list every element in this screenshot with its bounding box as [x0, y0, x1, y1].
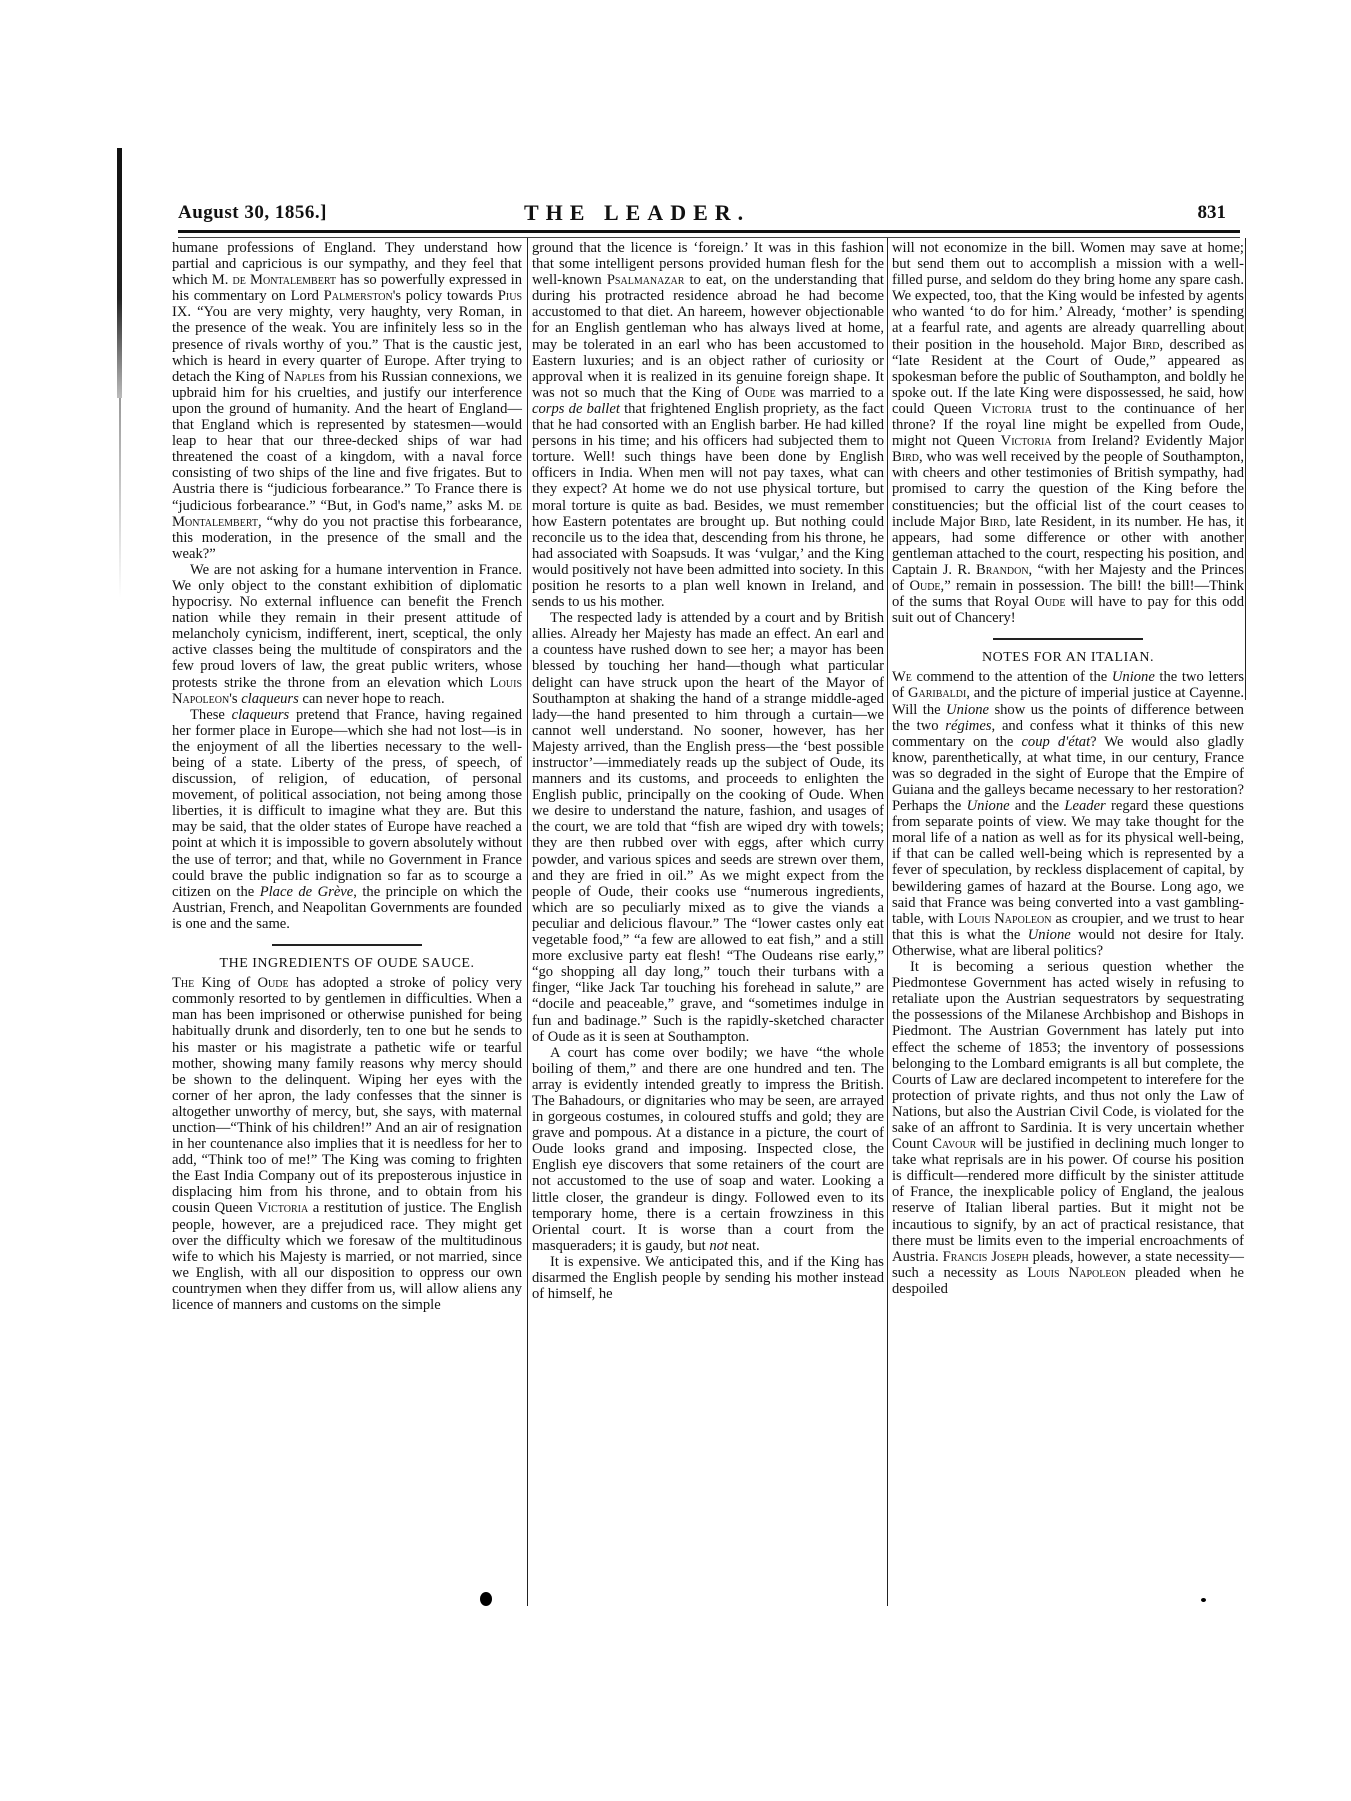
small-caps-name: Garibaldi — [907, 685, 967, 702]
small-caps-name: Pius — [497, 288, 523, 305]
article-heading-oude-sauce: THE INGREDIENTS OF OUDE SAUCE. — [219, 956, 475, 972]
italic-term: Unione — [946, 701, 990, 718]
binding-edge-fade — [119, 398, 121, 598]
small-caps-name: Oude — [744, 384, 776, 401]
newspaper-title: THE LEADER. — [524, 200, 751, 225]
page-number: 831 — [1197, 202, 1226, 223]
italic-term: Unione — [1111, 669, 1155, 686]
small-caps-name: Cavour — [932, 1136, 977, 1153]
masthead — [172, 202, 1242, 230]
small-caps-name: Naples — [283, 368, 325, 385]
small-caps-name: Francis Joseph — [942, 1248, 1029, 1265]
paragraph: humane professions of England. They understand how partial and capricious is our sympathy, and they feel that which M. de Montalembert has so powerfully expressed in his commentary on Lord Palmerston's policy towards Pius IX. “You are very mighty, very haughty, very Roman, in the presence of the weak. You are infinitely less so in the presence of rivals worthy of you.” That is the caustic jest, which is heard in every quarter of Europe. After trying to detach the King of Naples from his Russian connexions, we upbraid him for his cruelties, and justify our interference upon the ground of humanity. And the heart of England—that England which is represented by statesmen—would leap to hear that our three-decked ships of war had threatened the coast of a kingdom, with a naval force consisting of two ships of the line and five frigates. But to Austria there is “judicious forbearance.” To France there is “judicious forbearance.” “But, in God's name,” asks M. de Montalembert, “why do you not practise this forbearance, this moderation, in the presence of the small and the weak?” — [172, 240, 523, 562]
paragraph: It is expensive. We anticipated this, and if the King has disarmed the English people by sending his mother instead of himself, he — [532, 1253, 884, 1303]
small-caps-name: Palmerston — [323, 288, 393, 305]
small-caps-name: We — [892, 669, 912, 686]
small-caps-name: Bird — [892, 449, 919, 466]
small-caps-name: de Montalembert — [232, 272, 337, 289]
paragraph: The King of Oude has adopted a stroke of policy very commonly resorted to by gentlemen in difficulties. When a man has been imprisoned or otherwise punished for being habitually drunk and disorderly, ten to one but he sends to his master or his magistrate a pathetic wife or tearful mother, showing many family reasons why mercy should be shown to the delinquent. Wiping her eyes with the corner of her apron, the lady confesses that the sinner is altogether unworthy of mercy, but, she says, with maternal unction—“Think of his children!” And an air of resignation in her countenance also implies that it is needless for her to add, “Think too of me!” The King was coming to frighten the East India Company out of its preposterous injustice in displacing him from his throne, and to obtain from his cousin Queen Victoria a restitution of justice. The English people, however, are a prejudiced race. They might get over the difficulty which we foresaw of the multitudinous wife to which his Majesty is married, or not married, since we English, with all our disposition to oppress our own countrymen when they differ from us, will allow aliens any licence of manners and customs on the simple — [172, 975, 522, 1313]
binding-edge — [117, 148, 122, 398]
paragraph: The respected lady is attended by a court and by British allies. Already her Majesty has made an effect. An earl and a countess have rushed down to see her; a mayor has been blessed by touching her hand—though what particular delight can have struck upon the heart of the Mayor of Southampton at shaking the hand of a strange middle-aged lady—the hand presented to him through a curtain—we cannot well understand. No sooner, however, has her Majesty arrived, than the English press—the ‘best possible instructor’—immediately reads up the subject of Oude, its manners and its customs, and proceeds to enlighten the English public, principally on the cooking of Oude. When we desire to understand the nature, fashion, and usages of the court, we are told that “fish are wiped dry with towels; they are then rubbed over with eggs, after which curry powder, and various spices and seeds are strewn over them, and they are fried in oil.” As we might expect from the people of Oude, their cooks use “numerous ingredients, which are so peculiarly mixed as to give the viands a peculiar and delicious flavour.” The “lower castes only eat vegetable food,” “a few are allowed to eat fish,” and a still more exclusive party eat flesh! “The Oudeans rise early,” “go shopping all day long,” touch their turbans with a finger, “like Jack Tar touching his forehead in salute,” are “docile and peaceable,” grave, and “sometimes indulge in fun and badinage.” Such is the rapidly-sketched character of Oude as it is seen at Southampton. — [532, 610, 884, 1045]
small-caps-name: Brandon — [976, 561, 1029, 578]
italic-term: Unione — [1027, 926, 1071, 943]
small-caps-name: Victoria — [981, 400, 1032, 417]
small-caps-name: Louis Napoleon — [1027, 1264, 1126, 1281]
small-caps-name: de Montalembert — [172, 497, 522, 530]
section-divider — [993, 638, 1143, 640]
article-heading-notes-italian: NOTES FOR AN ITALIAN. — [982, 650, 1154, 666]
paragraph: These claqueurs pretend that France, having regained her former place in Europe—which she had not lost—is in the enjoyment of all the liberties necessary to the well-being of a state. Liberty of the press, of speech, of discussion, of religion, of education, of personal movement, of political association, not being among those liberties, it is difficult to imagine what they are. But this may be said, that the older states of Europe have reached a point at which it is impossible to govern absolutely without the use of terror; and that, while no Government in France could brave the public indignation so far as to scourge a citizen on the Place de Grève, the principle on which the Austrian, French, and Neapolitan Governments are founded is one and the same. — [172, 706, 522, 932]
italic-term: claqueurs — [241, 690, 299, 707]
small-caps-name: Oude — [1034, 594, 1066, 611]
ink-speck — [1201, 1598, 1206, 1602]
small-caps-name: Oude — [257, 975, 289, 992]
small-caps-name: Psalmanazar — [606, 272, 685, 289]
small-caps-name: Louis Napoleon — [172, 674, 522, 707]
small-caps-name: Bird — [1132, 336, 1160, 353]
section-divider — [272, 944, 422, 946]
italic-term: Place de Grève — [259, 883, 354, 900]
column-rule — [527, 238, 528, 1606]
italic-term: Leader — [1064, 798, 1106, 815]
italic-term: régimes — [945, 717, 992, 734]
small-caps-name: Oude — [909, 577, 941, 594]
italic-term: corps de ballet — [532, 400, 620, 417]
paragraph: We commend to the attention of the Unione the two letters of Garibaldi, and the picture of imperial justice at Cayenne. Will the Unione show us the points of difference between the two régimes, and confess what it thinks of this new commentary on the coup d'état? We would also gladly know, parenthetically, at what time, in our century, France was so degraded in the sight of Europe that the Empire of Guiana and the galleys became necessary to her restoration? Perhaps the Unione and the Leader regard these questions from separate points of view. We may take thought for the moral life of a nation as well as for its physical well-being, if that can be called well-being which is represented by a fever of speculation, by reckless displacement of capital, by bewildering games of hazard at the Bourse. Long ago, we said that France was being converted into a vast gambling-table, with Louis Napoleon as croupier, and we trust to hear that this is what the Unione would not desire for Italy. Otherwise, what are liberal politics? — [892, 669, 1245, 959]
paragraph: A court has come over bodily; we have “the whole boiling of them,” and there are one hundred and ten. The array is evidently intended greatly to impress the British. The Bahadours, or dignitaries who may be seen, are arrayed in gorgeous costumes, in coloured stuffs and gold; they are grave and pompous. At a distance in a picture, the court of Oude looks grand and imposing. Inspected close, the English eye discovers that some retainers of the court are not accustomed to the use of soap and water. Looking a little closer, the grandeur is dingy. Followed even to its temporary home, there is a certain frowziness in this Oriental court. It is worse than a court from the masqueraders; it is gaudy, but not neat. — [532, 1044, 884, 1254]
issue-date: August 30, 1856.] — [178, 202, 327, 223]
ink-blot — [480, 1592, 492, 1606]
column-1 — [172, 240, 522, 1313]
column-rule — [1245, 238, 1246, 700]
column-2 — [532, 240, 884, 1302]
paragraph: will not economize in the bill. Women may save at home; but send them out to accomplish a mission with a well-filled purse, and seldom do they bring home any spare cash. We expected, too, that the King would be infested by agents who wanted ‘to do for him.’ Already, ‘mother’ is spending at a fearful rate, and agents are already quarrelling about their position in the household. Major Bird, described as “late Resident at the Court of Oude,” appeared as spokesman before the public of Southampton, and boldly he spoke out. If the late King were dispossessed, he said, how could Queen Victoria trust to the continuance of her throne? If the royal line might be expelled from Oude, might not Queen Victoria from Ireland? Evidently Major Bird, who was well received by the people of Southampton, with cheers and other testimonies of British sympathy, had promised to carry the question of the King before the constituencies; but the official list of the court ceases to include Major Bird, late Resident, in its number. He has, it appears, had some difference or other with another gentleman attached to the court, respecting his position, and Captain J. R. Brandon, “with her Majesty and the Princes of Oude,” remain in possession. The bill! the bill!—Think of the sums that Royal Oude will have to pay for this odd suit out of Chancery! — [892, 240, 1244, 627]
small-caps-name: The — [172, 975, 195, 992]
italic-term: claqueurs — [231, 706, 290, 723]
paragraph: We are not asking for a humane intervention in France. We only object to the constant exhibition of diplomatic hypocrisy. No external influence can benefit the French nation while they remain in their present attitude of melancholy cynicism, indifferent, inert, sceptical, the only active classes being the multitude of conspirators and the few proud lovers of law, the great public writers, whose protests strike the throne from an elevation which Louis Napoleon's claqueurs can never hope to reach. — [172, 561, 522, 707]
italic-term: Unione — [966, 798, 1010, 815]
small-caps-name: Victoria — [257, 1200, 309, 1217]
paragraph: It is becoming a serious question whether the Piedmontese Government has acted wisely in refusing to retaliate upon the Austrian sequestrators by sequestrating the possessions of the Milanese Archbishop and Bishops in Piedmont. The Austrian Government has lately put into effect the scheme of 1853; the inventory of possessions belonging to the Lombard emigrants is all but complete, the Courts of Law are declared incompetent to interefere for the protection of private rights, and thus not only the Law of Nations, but also the Austrian Civil Code, is violated for the sake of an affront to Sardinia. It is very uncertain whether Count Cavour will be justified in declining much longer to take what reprisals are in his power. Of course his position is difficult—rendered more difficult by the sinister attitude of France, the inexplicable policy of England, the jealous reserve of Italian liberal parties. But it might not be incautious to signify, by an act of practical resistance, that there must be limits even to the imperial encroachments of Austria. Francis Joseph pleads, however, a state necessity—such a necessity as Louis Napoleon pleaded when he despoiled — [892, 959, 1245, 1297]
paragraph: ground that the licence is ‘foreign.’ It was in this fashion that some intelligent persons provided human flesh for the well-known Psalmanazar to eat, on the understanding that during his protracted residence abroad he had become accustomed to that diet. An hareem, however objectionable for an English gentleman who has always lived at home, may be tolerated in an earl who has been accustomed to Eastern luxuries; and is an object rather of curiosity or approval when it is realized in its genuine foreign shape. It was not so much that the King of Oude was married to a corps de ballet that frightened English propriety, as the fact that he had consorted with an English barber. He had killed persons in his time; and his officers had subjected them to torture. Well! such things have been done by English officers in India. When men will not pay taxes, what can they expect? At home we do not use physical torture, but moral torture is quite as bad. Besides, we must remember how Eastern potentates are brought up. But nothing could reconcile us to the idea that, descending from his throne, he had associated with Soapsuds. It was ‘vulgar,’ and the King would positively not have been admitted into society. In this position he resorts to a plan well known in Ireland, and sends to us his mother. — [532, 240, 884, 611]
small-caps-name: Bird — [979, 513, 1007, 530]
small-caps-name: Louis Napoleon — [958, 910, 1052, 927]
italic-term: not — [709, 1237, 729, 1254]
small-caps-name: Victoria — [1000, 433, 1052, 450]
column-rule — [887, 238, 888, 1606]
column-3 — [892, 240, 1244, 1297]
italic-term: coup d'état — [1021, 733, 1091, 750]
masthead-rule — [178, 230, 1240, 238]
